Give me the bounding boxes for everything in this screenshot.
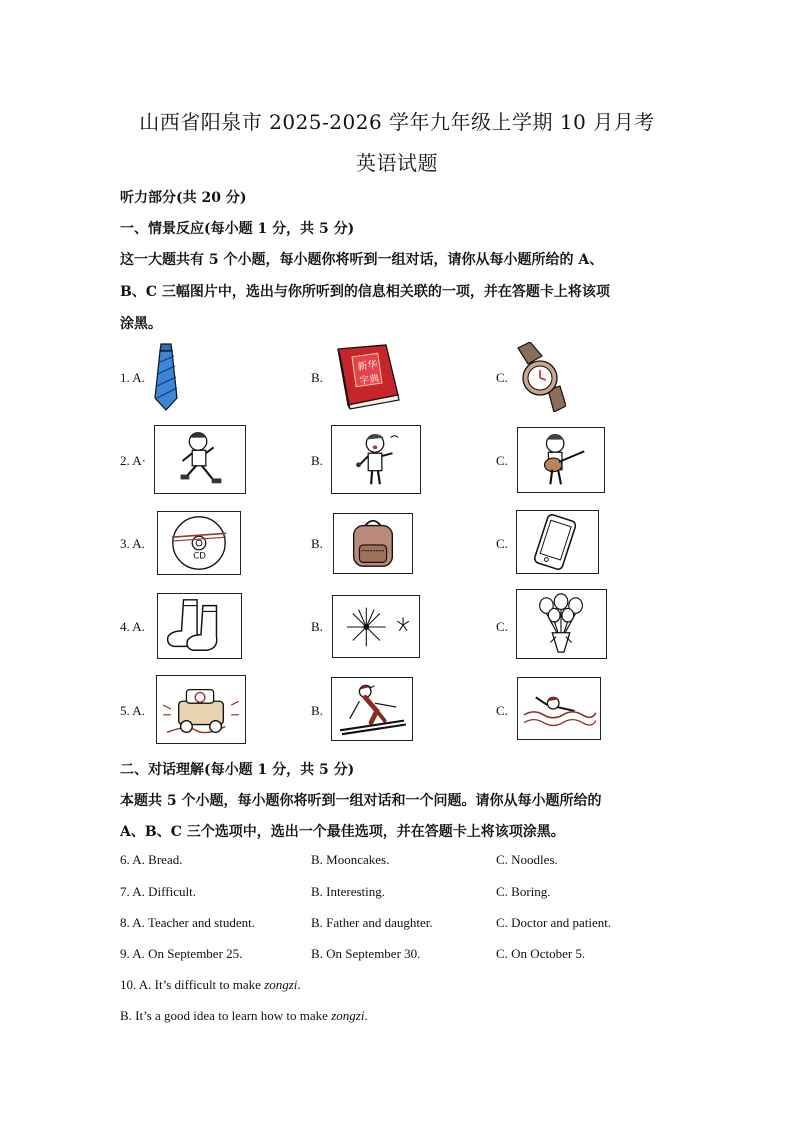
wristwatch-icon[interactable]: [514, 342, 566, 412]
q2-option-c-label: C.: [496, 453, 508, 468]
dictionary-title-bottom: 字典: [358, 373, 381, 388]
q2-option-b-label: B.: [311, 453, 323, 468]
q10-option-b-italic: zongzi: [331, 1008, 365, 1023]
boy-running-icon[interactable]: [154, 425, 246, 494]
part1-heading: 一、情景反应(每小题 1 分，共 5 分): [120, 221, 355, 237]
backpack-icon[interactable]: [333, 513, 413, 574]
dictionary-icon[interactable]: [330, 343, 402, 411]
q10-option-a-end: .: [297, 977, 301, 992]
necktie-icon[interactable]: [152, 342, 180, 412]
q7-option-b[interactable]: B. Interesting.: [311, 884, 386, 899]
q5-option-a-label: 5. A.: [120, 703, 145, 718]
section-heading-listening: 听力部分(共 20 分): [120, 190, 247, 206]
q8-option-a[interactable]: 8. A. Teacher and student.: [120, 915, 255, 930]
q8-option-b[interactable]: B. Father and daughter.: [311, 915, 433, 930]
page-subtitle: 英语试题: [356, 151, 438, 175]
swimming-icon[interactable]: [517, 677, 601, 740]
flower-bouquet-icon[interactable]: [516, 589, 607, 659]
q1-option-a-label: 1. A.: [120, 370, 145, 385]
q3-option-b-label: B.: [311, 536, 323, 551]
boy-guitar-icon[interactable]: [517, 427, 605, 493]
q3-option-c-label: C.: [496, 536, 508, 551]
q10-option-b[interactable]: [120, 1008, 368, 1024]
q10-option-b-text: B. It’s a good idea to learn how to make: [120, 1008, 332, 1023]
q10-option-a[interactable]: [120, 977, 301, 993]
q10-option-b-end: .: [364, 1008, 368, 1023]
q1-option-c-label: C.: [496, 370, 508, 385]
part2-instructions-line1: 本题共 5 个小题，每小题你将听到一组对话和一个问题。请你从每小题所给的: [120, 793, 602, 809]
page-title: 山西省阳泉市 2025-2026 学年九年级上学期 10 月月考: [139, 110, 655, 134]
part2-instructions-line2: A、B、C 三个选项中，选出一个最佳选项，并在答题卡上将该项涂黑。: [120, 824, 565, 840]
q6-option-b[interactable]: B. Mooncakes.: [311, 852, 390, 867]
q6-option-c[interactable]: C. Noodles.: [496, 852, 558, 867]
car-driving-icon[interactable]: [156, 675, 246, 744]
cd-disc-icon[interactable]: [157, 511, 241, 575]
q9-option-b[interactable]: B. On September 30.: [311, 946, 421, 961]
smartphone-icon[interactable]: [516, 510, 599, 574]
q8-option-c[interactable]: C. Doctor and patient.: [496, 915, 612, 930]
q10-option-a-italic: zongzi: [264, 977, 298, 992]
q9-option-a[interactable]: 9. A. On September 25.: [120, 946, 243, 961]
q7-option-a[interactable]: 7. A. Difficult.: [120, 884, 196, 899]
q3-option-a-label: 3. A.: [120, 536, 145, 551]
q5-option-c-label: C.: [496, 703, 508, 718]
q2-option-a-label: 2. A·: [120, 453, 146, 468]
q6-option-a[interactable]: 6. A. Bread.: [120, 852, 183, 867]
fireworks-icon[interactable]: [332, 595, 420, 658]
cd-label-text: CD: [193, 551, 206, 562]
q4-option-b-label: B.: [311, 619, 323, 634]
part2-heading: 二、对话理解(每小题 1 分，共 5 分): [120, 762, 355, 778]
q1-option-b-label: B.: [311, 370, 323, 385]
skiing-icon[interactable]: [331, 677, 413, 741]
dictionary-title-top: 新华: [356, 359, 379, 374]
q7-option-c[interactable]: C. Boring.: [496, 884, 551, 899]
part1-instructions-line2: B、C 三幅图片中，选出与你所听到的信息相关联的一项，并在答题卡上将该项: [120, 284, 610, 300]
q4-option-a-label: 4. A.: [120, 619, 145, 634]
q9-option-c[interactable]: C. On October 5.: [496, 946, 586, 961]
part1-instructions-line1: 这一大题共有 5 个小题，每小题你将听到一组对话，请你从每小题所给的 A、: [120, 252, 604, 268]
q5-option-b-label: B.: [311, 703, 323, 718]
part1-instructions-line3: 涂黑。: [120, 316, 162, 332]
q4-option-c-label: C.: [496, 619, 508, 634]
boy-singing-icon[interactable]: [331, 425, 421, 494]
q10-option-a-text: 10. A. It’s difficult to make: [120, 977, 265, 992]
socks-icon[interactable]: [157, 593, 242, 659]
